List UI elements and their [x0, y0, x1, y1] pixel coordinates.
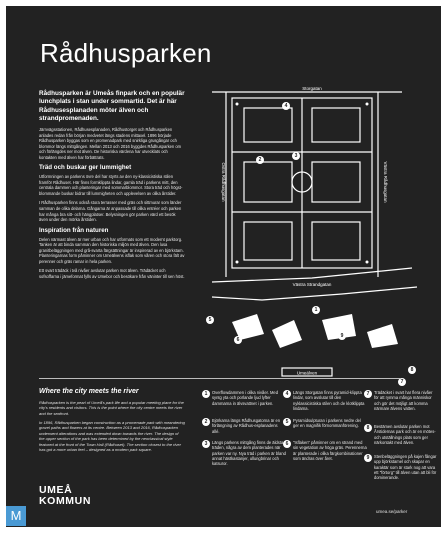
marker-8: 8 [408, 366, 416, 374]
legend-item-7: Trädäcket i svart har flera nivåer för att rymma många människor och gör det möjligt att komma närmare älvens vatten. [374, 390, 433, 411]
marker-4: 4 [282, 102, 290, 110]
lead-paragraph: Rådhusparken är Umeås finpark och en populär lunchplats i stan under sommartid. Det är här Rådhusesplanaden möter älven och strandpromenaden. [39, 90, 185, 122]
legend-number-1: 1 [202, 390, 210, 398]
english-paragraph-2: In 1896, Rådhusparken began construction as a promenade park with meandering gravel paths and flowers at its centre. Between 2013 and 2016, Rådhusparken underwent alterations and was extended down towards the river. The design of the upper section of the park has been determined by the neoclassical style featured at the front of the Town Hall (Rådhuset). The section closest to the river has got a more urban feel – designed as a modern park square. [39, 420, 185, 452]
lawn-sw [244, 222, 292, 260]
marker-2: 2 [256, 156, 264, 164]
label-strandgatan: Västra Strandgatan [292, 282, 332, 287]
umea-kommun-logo [39, 485, 91, 506]
legend-item-4: Längs Storgatan finns pyramid-klippta lindar, som avslutar till den nyklassicistiska stilen och de klotklippta lindarna. [293, 390, 365, 411]
marker-3: 3 [292, 152, 300, 160]
logo-line-2: KOMMUN [39, 494, 92, 507]
marker-1: 1 [312, 306, 320, 314]
legend-number-4: 4 [283, 390, 291, 398]
legend-number-3: 3 [202, 440, 210, 448]
label-vastra: Västra Rådhusgatan [383, 161, 388, 203]
english-heading: Where the city meets the river [39, 388, 139, 395]
strandgatan-street [212, 268, 412, 282]
park-map [202, 82, 432, 392]
lower-path [212, 287, 417, 300]
legend-item-1: Overflowdammen i olika nivåer. Med syntg yta och porlande ljud lyfter dammarna in älvsvattnet i parken. [212, 390, 278, 406]
label-storgatan: Storgatan [302, 86, 322, 91]
legend-number-5: 5 [283, 418, 291, 426]
marker-6: 6 [234, 336, 242, 344]
marker-9: 9 [338, 332, 346, 340]
swedish-text-column [39, 90, 185, 283]
legend-item-6: "Isflaken" påminner om en strand med sin vegetation av höga gräs. Perennerna är planterade i olika färgkombinationer som ändras över året. [293, 440, 367, 461]
section-heading-nature: Inspiration från naturen [39, 226, 109, 234]
page-title: Rådhusparken [40, 38, 212, 68]
label-ostra: Östra Rådhusgatan [221, 162, 226, 202]
lawn-w [244, 162, 292, 202]
information-sign [6, 6, 441, 527]
nature-paragraph-1: Delen närmast älven är mer urban och har utformats som ett modernt parktorg. Tanken är att binda samman den historiska miljön med älven. Den lusa granitbeläggningen med grå-svarta färgsättningar är inspirerad av en björkstam. Planteringarnas form påminner om Umeälvens isflak som våren och stora fält av perenner och gräs ramar in hela parken. [39, 236, 185, 264]
trees-paragraph-1: Utformningen av parkens övre del har styrts av den ny-klassicistiska stilen framför Rådhuset. Här finns formklippta lindar, gamla träd i parkens mitt, den centrala dammen och planteringar med sommarblommor. Stora träd och högst-blommande buskar bidrar till lummigheten och upplevelsen av olika årstider. [39, 174, 183, 196]
legend-item-3: Längs parkens mittgång finns de äldsta träden, några av dem planterades när parken var ny. Nya träd i parken är bland annat hästkastanjer, ullungbrinar och katsuror. [212, 440, 286, 467]
m-badge-icon: M [6, 506, 26, 526]
lawn-e [312, 162, 360, 202]
isflak-4 [367, 324, 398, 348]
intro-paragraph: Järnvägsstationen, Rådhusesplanaden, Rådhustorget och Rådhusparken anlades redan från början medvetet längs stadens mittaxel. 1896 började Rådhusparken byggas som en promenadpark med snirkliga grusgångar och blommor längs mittgången. Mellan 2013 och 2016 byggdes Rådhusparken om och förlängdes ner mot älven. De historiska värdena har utvecklats och kontakten med älven har förbättrats. [39, 127, 182, 160]
trees-paragraph-2: I Rådhusparken finns också stora terrasser med gräs och sittmurar som länder samman de olika delarna. Gångarna är anpassade till olika entréer och parken har många bra sitt- och hängplatser. Belysningen gör parken värd ett besök även under den mörka årstiden. [39, 200, 182, 223]
legend-item-8: Bestämen avslutar parken mot Årstidernas park och är en mötes- och utställnings plats som ger närkontakt med älven. [374, 424, 436, 445]
legend-item-5: Pyramidsulpturan i parkens nedre del ger en magnifik förnommanförening. [293, 418, 361, 429]
label-umealven: Umeälven [296, 370, 318, 376]
lawn-ne [312, 108, 360, 142]
logo-line-1: UMEÅ [39, 484, 73, 496]
legend-number-9: 9 [364, 454, 372, 462]
legend-item-2: Björkarna längs Rådhusgatorna är en förlängning av Rådhus-esplanadens allé. [212, 418, 281, 434]
marker-7: 7 [398, 378, 406, 386]
isflak-2 [272, 320, 302, 348]
section-heading-trees: Träd och buskar ger lummighet [39, 164, 132, 172]
legend-item-9: Stenbeläggningen på kajen fångar upp björkstamel och skapar en karaktär som är stark nog att vara ett "förtorg" till älven utan att bli för dominerande. [374, 454, 437, 481]
section-divider [39, 378, 401, 379]
legend-number-2: 2 [202, 418, 210, 426]
lawn-nw [244, 108, 292, 142]
marker-5: 5 [206, 316, 214, 324]
legend-number-6: 6 [283, 440, 291, 448]
legend-number-8: 8 [364, 424, 372, 432]
english-paragraph-1: Rådhusparken is the pearl of Umeå's park life and a popular meeting place for the city's residents and visitors. This is the point where the city centre meets the river and the seafront. [39, 400, 184, 416]
website-url: umea.se/parker [376, 509, 408, 514]
legend-number-7: 7 [364, 390, 372, 398]
nature-paragraph-2: Ett svart trädäck i två nivåer avslutar parken mot älven. Trädäcket och sofsoffarna i jämeformat fylls av Umebor och besökare från väninter till sen höst. [39, 268, 185, 279]
lawn-se [312, 222, 360, 260]
